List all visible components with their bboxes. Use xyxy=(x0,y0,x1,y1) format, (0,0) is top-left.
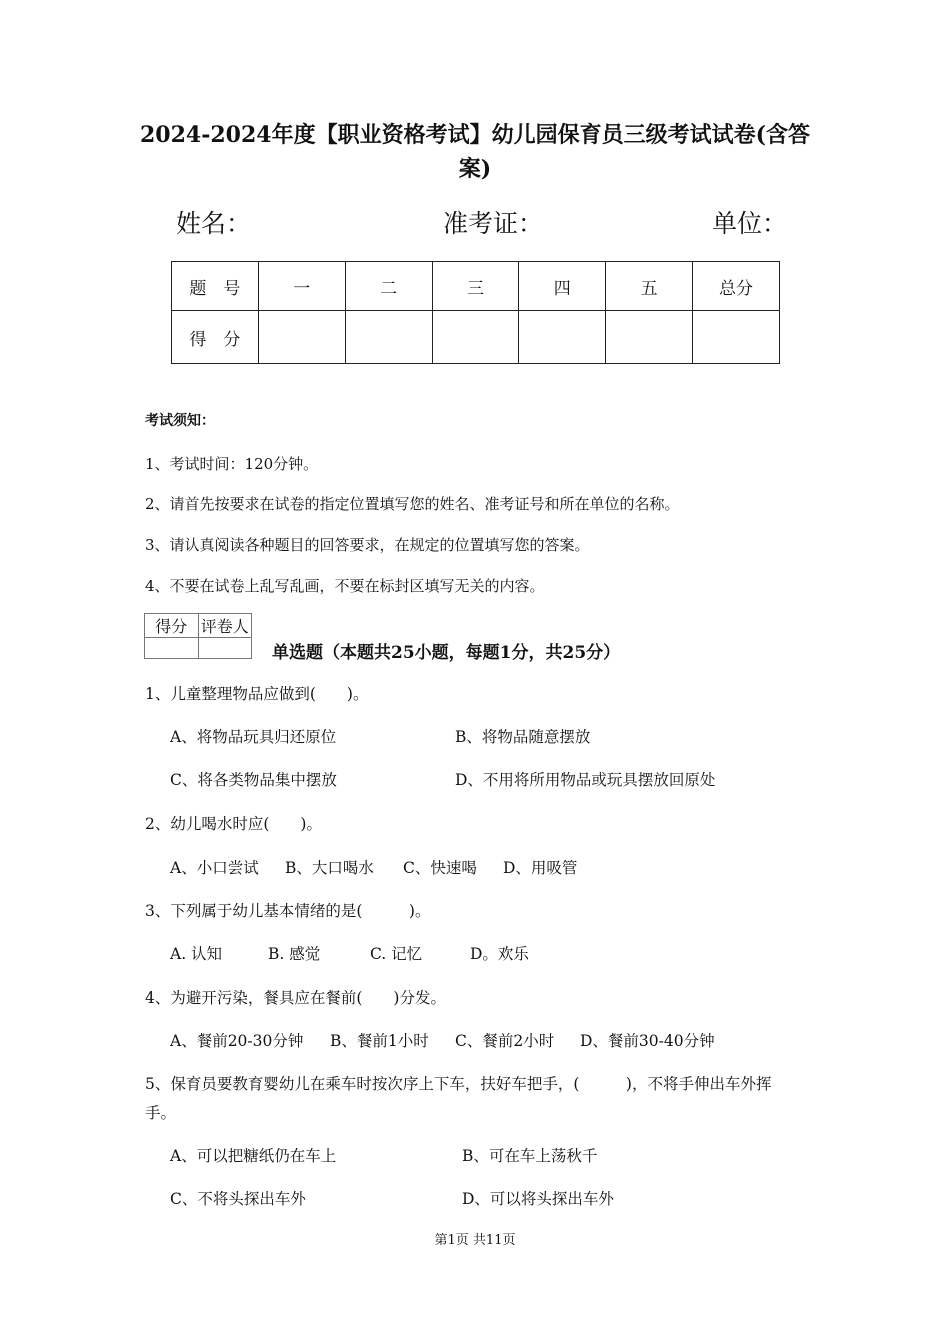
score-entry-cell[interactable] xyxy=(432,311,519,364)
notes-heading: 考试须知： xyxy=(145,413,215,429)
note-item: 3、请认真阅读各种题目的回答要求，在规定的位置填写您的答案。 xyxy=(145,536,590,554)
answer-option[interactable]: A、餐前20-30分钟 xyxy=(170,1032,304,1050)
score-table-cell: 三 xyxy=(432,262,519,311)
exam-id-field-label: 准考证： xyxy=(443,209,544,238)
grader-box xyxy=(144,613,252,659)
score-table-cell: 五 xyxy=(606,262,693,311)
grader-score-label: 得分 xyxy=(145,614,199,638)
question-stem: 2、幼儿喝水时应( )。 xyxy=(145,815,322,833)
answer-option[interactable]: B、大口喝水 xyxy=(285,859,374,877)
answer-option[interactable]: D、可以将头探出车外 xyxy=(462,1190,614,1208)
exam-title-line1: 2024-2024年度【职业资格考试】幼儿园保育员三级考试试卷(含答 xyxy=(139,122,810,148)
score-entry-cell[interactable] xyxy=(693,311,780,364)
answer-option[interactable]: C. 记忆 xyxy=(370,945,423,963)
note-item: 4、不要在试卷上乱写乱画，不要在标封区填写无关的内容。 xyxy=(145,577,545,595)
unit-field-label: 单位： xyxy=(712,209,788,238)
score-table-cell: 得 分 xyxy=(172,311,259,364)
question-stem: 3、下列属于幼儿基本情绪的是( )。 xyxy=(145,902,431,920)
answer-option[interactable]: D、用吸管 xyxy=(503,859,578,877)
answer-option[interactable]: A、将物品玩具归还原位 xyxy=(170,728,337,746)
answer-option[interactable]: A、可以把糖纸仍在车上 xyxy=(170,1147,337,1165)
answer-option[interactable]: C、餐前2小时 xyxy=(455,1032,555,1050)
answer-option[interactable]: D、不用将所用物品或玩具摆放回原处 xyxy=(455,771,716,789)
score-table-header-row xyxy=(172,262,780,311)
answer-option[interactable]: B、将物品随意摆放 xyxy=(455,728,591,746)
answer-option[interactable]: C、将各类物品集中摆放 xyxy=(170,771,337,789)
score-table-cell: 题 号 xyxy=(172,262,259,311)
score-table-cell: 四 xyxy=(519,262,606,311)
score-table-cell: 一 xyxy=(258,262,345,311)
section-title: 单选题（本题共25小题，每题1分，共25分） xyxy=(272,643,621,663)
score-entry-cell[interactable] xyxy=(258,311,345,364)
answer-option[interactable]: A. 认知 xyxy=(170,945,223,963)
name-field-label: 姓名： xyxy=(176,209,252,238)
score-entry-cell[interactable] xyxy=(606,311,693,364)
answer-option[interactable]: B、餐前1小时 xyxy=(330,1032,429,1050)
score-table-cell: 总分 xyxy=(693,262,780,311)
page-footer: 第1页 共11页 xyxy=(434,1233,516,1248)
score-table-cell: 二 xyxy=(345,262,432,311)
note-item: 2、请首先按要求在试卷的指定位置填写您的姓名、准考证号和所在单位的名称。 xyxy=(145,495,680,513)
question-stem: 1、儿童整理物品应做到( )。 xyxy=(145,685,369,703)
exam-title xyxy=(130,118,820,186)
score-entry-cell[interactable] xyxy=(345,311,432,364)
exam-title-line2: 案) xyxy=(458,156,492,182)
answer-option[interactable]: A、小口尝试 xyxy=(170,859,259,877)
answer-option[interactable]: C、快速喝 xyxy=(403,859,477,877)
answer-option[interactable]: B、可在车上荡秋千 xyxy=(462,1147,598,1165)
question-stem-line1: 5、保育员要教育婴幼儿在乘车时按次序上下车，扶好车把手，( )，不将手伸出车外挥 xyxy=(145,1075,772,1093)
answer-option[interactable]: C、不将头探出车外 xyxy=(170,1190,306,1208)
grader-score-cell[interactable] xyxy=(145,638,199,659)
grader-reviewer-label: 评卷人 xyxy=(198,614,252,638)
answer-option[interactable]: D、餐前30-40分钟 xyxy=(580,1032,715,1050)
question-stem: 4、为避开污染，餐具应在餐前( )分发。 xyxy=(145,989,446,1007)
answer-option[interactable]: D。欢乐 xyxy=(470,945,529,963)
score-table-score-row xyxy=(172,311,780,364)
grader-reviewer-cell[interactable] xyxy=(198,638,252,659)
note-item: 1、考试时间：120分钟。 xyxy=(145,455,319,473)
question-stem-line2: 手。 xyxy=(145,1104,177,1122)
answer-option[interactable]: B. 感觉 xyxy=(268,945,321,963)
score-entry-cell[interactable] xyxy=(519,311,606,364)
score-table xyxy=(171,261,780,364)
